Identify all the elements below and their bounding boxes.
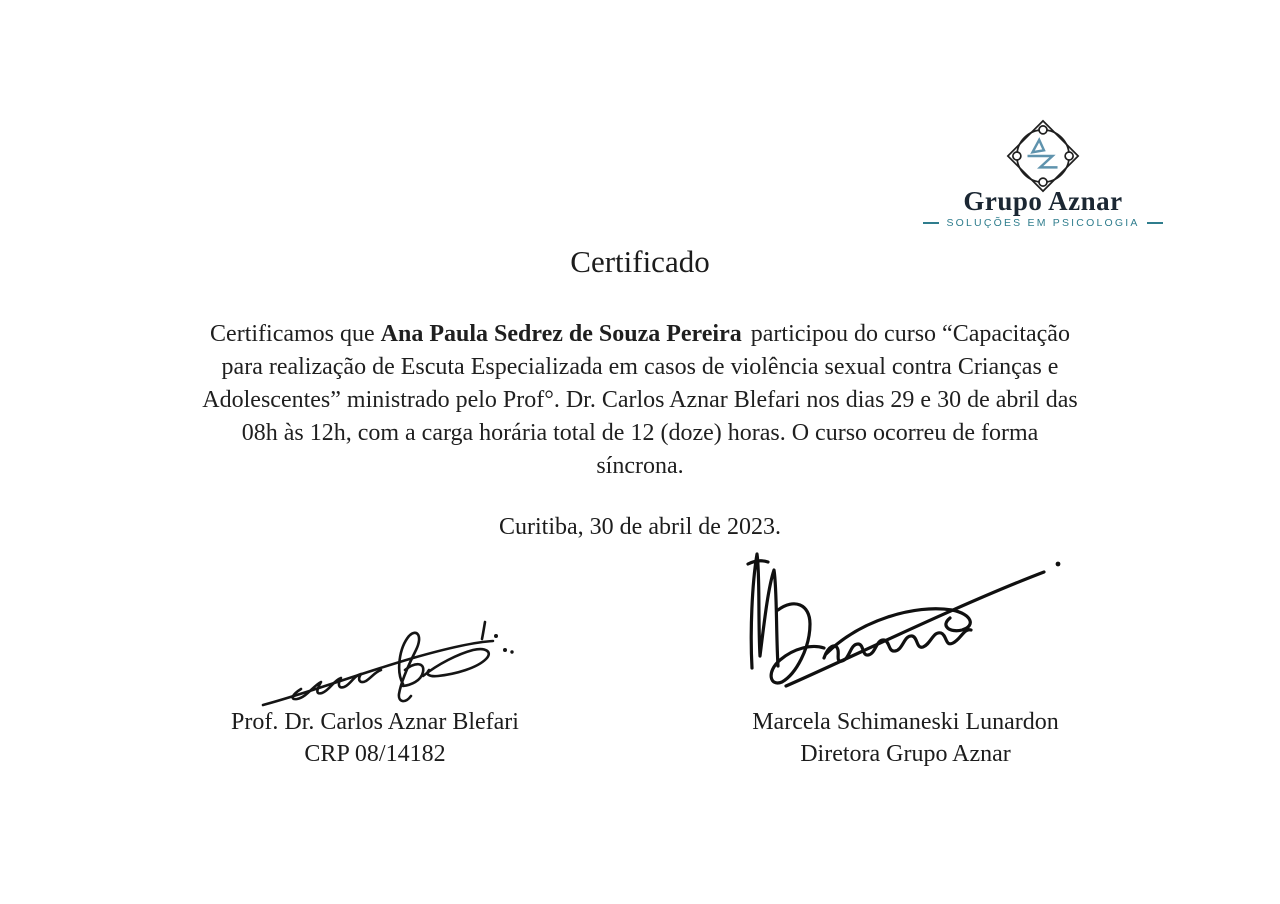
logo-block — [923, 118, 1163, 229]
signatory-right — [718, 706, 1093, 770]
body-line-3: Adolescentes” ministrado pelo Prof°. Dr. Carlos Aznar Blefari nos dias 29 e 30 de abril das — [202, 387, 1078, 413]
signatory-name: Prof. Dr. Carlos Aznar Blefari — [231, 709, 519, 735]
tagline-rule-right — [1147, 222, 1163, 224]
body-line-1-pre: Certificamos que — [210, 321, 381, 347]
body-line-1-post: participou do curso “Capacitação — [750, 321, 1070, 347]
logo-tagline: SOLUÇÕES EM PSICOLOGIA — [946, 217, 1140, 229]
recipient-name: Ana Paula Sedrez de Souza Pereira — [380, 321, 742, 347]
logo-wordmark: Grupo Aznar — [963, 186, 1123, 216]
tagline-rule-left — [923, 222, 939, 224]
certificate-body — [60, 318, 1220, 483]
certificate-title: Certificado — [570, 244, 710, 279]
body-line-2: para realização de Escuta Especializada em casos de violência sexual contra Crianças e — [221, 354, 1059, 380]
signatory-credential: CRP 08/14182 — [304, 741, 446, 767]
signature-marcela-image — [700, 540, 1080, 700]
grupo-aznar-logo-icon — [1005, 118, 1081, 194]
signatory-credential: Diretora Grupo Aznar — [800, 741, 1011, 767]
signatory-name: Marcela Schimaneski Lunardon — [752, 709, 1059, 735]
signatory-left — [205, 706, 545, 770]
logo-tagline-row — [923, 217, 1163, 229]
date-line: Curitiba, 30 de abril de 2023. — [499, 514, 781, 540]
body-line-5: síncrona. — [596, 453, 684, 479]
body-line-1 — [60, 318, 1220, 351]
signature-carlos-image — [253, 592, 523, 712]
body-line-4: 08h às 12h, com a carga horária total de 12 (doze) horas. O curso ocorreu de forma — [241, 420, 1039, 446]
